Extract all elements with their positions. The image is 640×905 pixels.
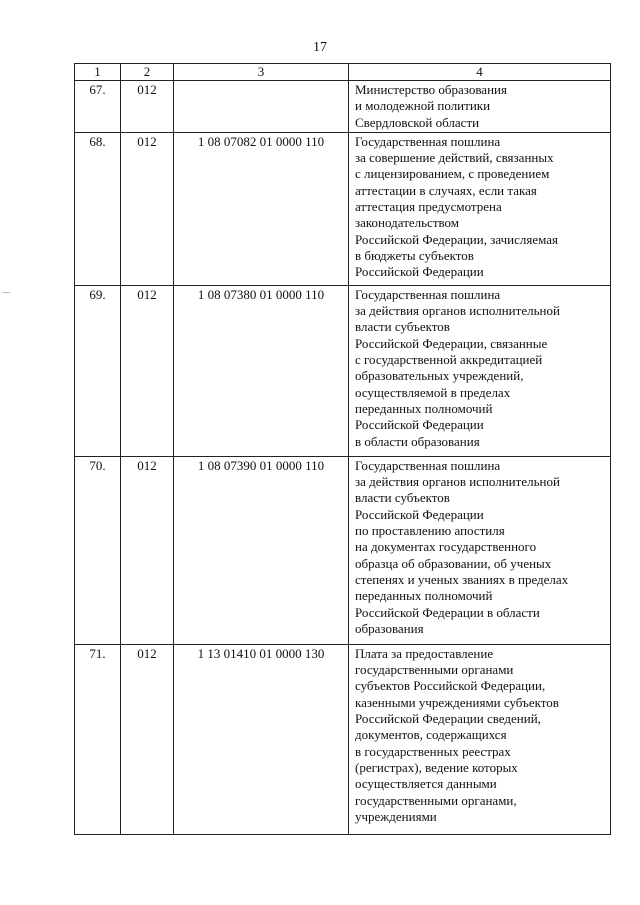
description-line: государственными органами, (355, 792, 517, 808)
description-line: Государственная пошлина (355, 286, 501, 302)
description-line: степенях и ученых званиях в пределах (355, 571, 569, 587)
description-line: Российской Федерации в области (355, 604, 540, 620)
description-line: по проставлению апостиля (355, 523, 505, 539)
administrator-code: 012 (121, 132, 174, 285)
description-line: переданных полномочий (355, 400, 493, 416)
description-line: аттестации в случаях, если такая (355, 182, 537, 198)
description-line: Государственная пошлина (355, 457, 501, 473)
administrator-code: 012 (121, 456, 174, 644)
administrator-code: 012 (121, 81, 174, 133)
revenue-description (349, 644, 611, 834)
budget-code-table (74, 63, 611, 835)
description-line: и молодежной политики (355, 98, 491, 114)
description-line: Плата за предоставление (355, 645, 494, 661)
row-number: 69. (75, 285, 121, 456)
revenue-description (349, 132, 611, 285)
header-col-3: 3 (174, 64, 349, 81)
description-line: с лицензированием, с проведением (355, 166, 550, 182)
description-line: Свердловской области (355, 114, 480, 130)
budget-classification-code: 1 08 07082 01 0000 110 (174, 132, 349, 285)
description-line: документов, содержащихся (355, 727, 507, 743)
header-col-1: 1 (75, 64, 121, 81)
table-header-row (75, 64, 611, 81)
table-row (75, 456, 611, 644)
description-line: с государственной аккредитацией (355, 352, 543, 368)
description-line: казенными учреждениями субъектов (355, 694, 559, 710)
description-line: Российской Федерации (355, 264, 484, 280)
description-line: учреждениями (355, 808, 437, 824)
description-line: на документах государственного (355, 539, 537, 555)
description-line: за действия органов исполнительной (355, 474, 560, 490)
description-line: Российской Федерации (355, 506, 484, 522)
row-number: 68. (75, 132, 121, 285)
budget-classification-code: 1 08 07380 01 0000 110 (174, 285, 349, 456)
description-line: образца об образовании, об ученых (355, 555, 552, 571)
revenue-description (349, 285, 611, 456)
row-number: 67. (75, 81, 121, 133)
administrator-code: 012 (121, 644, 174, 834)
table-row (75, 285, 611, 456)
scan-margin-mark (2, 292, 10, 293)
table-row (75, 81, 611, 133)
description-line: образовательных учреждений, (355, 368, 524, 384)
table-row (75, 644, 611, 834)
description-line: в области образования (355, 433, 480, 449)
row-number: 71. (75, 644, 121, 834)
description-line: (регистрах), ведение которых (355, 759, 518, 775)
description-line: власти субъектов (355, 319, 450, 335)
description-line: переданных полномочий (355, 588, 493, 604)
description-line: в бюджеты субъектов (355, 247, 474, 263)
description-line: Российской Федерации, зачисляемая (355, 231, 558, 247)
description-line: законодательством (355, 215, 460, 231)
description-line: осуществляется данными (355, 776, 497, 792)
description-line: за совершение действий, связанных (355, 150, 554, 166)
description-line: в государственных реестрах (355, 743, 511, 759)
header-col-4: 4 (349, 64, 611, 81)
description-line: Российской Федерации сведений, (355, 711, 541, 727)
budget-classification-code (174, 81, 349, 133)
description-line: власти субъектов (355, 490, 450, 506)
administrator-code: 012 (121, 285, 174, 456)
page-number: 17 (313, 40, 327, 55)
description-line: за действия органов исполнительной (355, 303, 560, 319)
row-number: 70. (75, 456, 121, 644)
description-line: Российской Федерации, связанные (355, 335, 548, 351)
description-line: Российской Федерации (355, 417, 484, 433)
description-line: Государственная пошлина (355, 133, 501, 149)
description-line: государственными органами (355, 662, 514, 678)
table-row (75, 132, 611, 285)
header-col-2: 2 (121, 64, 174, 81)
budget-classification-code: 1 13 01410 01 0000 130 (174, 644, 349, 834)
description-line: субъектов Российской Федерации, (355, 678, 546, 694)
revenue-description (349, 456, 611, 644)
description-line: осуществляемой в пределах (355, 384, 511, 400)
description-line: образования (355, 620, 424, 636)
description-line: аттестация предусмотрена (355, 199, 502, 215)
description-line: Министерство образования (355, 82, 507, 97)
budget-classification-code: 1 08 07390 01 0000 110 (174, 456, 349, 644)
table-body (75, 81, 611, 835)
revenue-description (349, 81, 611, 133)
